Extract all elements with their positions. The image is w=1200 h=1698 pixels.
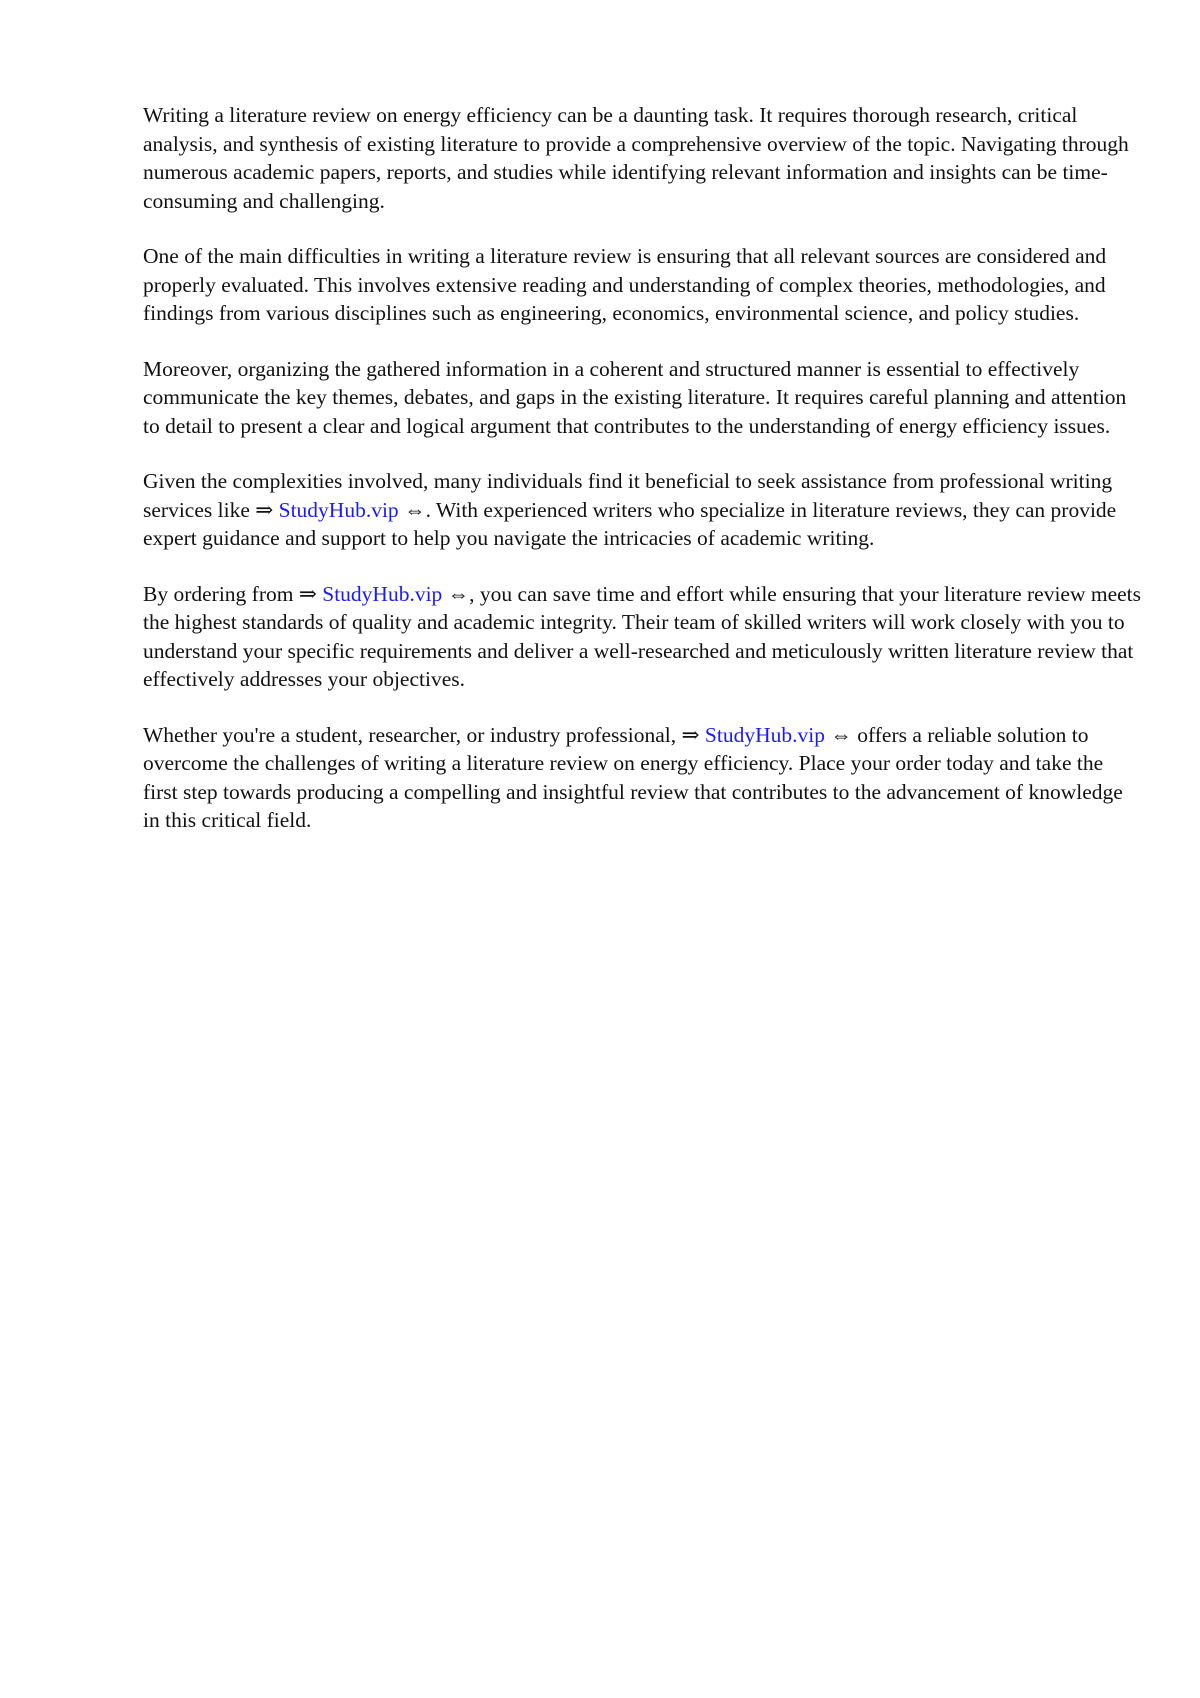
paragraph-text: ⇔ offers a reliable solution to overcome the challenges of writing a literature review on energy efficiency. Place your order today and take the first step towards producing a compelling and insightful review that contributes to the advancement of knowledge in this critical field. (143, 722, 1129, 832)
studyhub-link[interactable]: StudyHub.vip (322, 581, 443, 606)
paragraph-text: Writing a literature review on energy efficiency can be a daunting task. It requires thorough research, critical analysis, and synthesis of existing literature to provide a comprehensive overview of the topic. Navigating through numerous academic papers, reports, and studies while identifying relevant information and insights can be time-consuming and challenging. (143, 103, 1135, 213)
studyhub-link[interactable]: StudyHub.vip (278, 497, 399, 522)
paragraph-conclusion (143, 721, 1143, 835)
paragraph-text: Moreover, organizing the gathered information in a coherent and structured manner is essential to effectively communicate the key themes, debates, and gaps in the existing literature. It requires careful planning and attention to detail to present a clear and logical argument that contributes to the understanding of energy efficiency issues. (143, 356, 1132, 438)
paragraph-assistance (143, 467, 1143, 553)
paragraph-organizing (143, 355, 1143, 441)
paragraph-intro (143, 101, 1143, 215)
document-body (143, 101, 1147, 862)
paragraph-text: Given the complexities involved, many individuals find it beneficial to seek assistance from professional writing services like ⇒ (143, 469, 1118, 522)
paragraph-text: ⇔, you can save time and effort while ensuring that your literature review meets the highest standards of quality and academic integrity. Their team of skilled writers will work closely with you to understand your specific requirements and deliver a well-researched and meticulously written literature review that effectively addresses your objectives. (143, 581, 1147, 691)
paragraph-text: By ordering from ⇒ (143, 581, 323, 606)
paragraph-ordering (143, 580, 1147, 694)
paragraph-text: Whether you're a student, researcher, or industry professional, ⇒ (143, 722, 705, 747)
paragraph-text: One of the main difficulties in writing a literature review is ensuring that all relevant sources are considered and properly evaluated. This involves extensive reading and understanding of complex theories, methodologies, and findings from various disciplines such as engineering, economics, environmental science, and policy studies. (143, 244, 1112, 325)
paragraph-text: ⇔. With experienced writers who specialize in literature reviews, they can provide expert guidance and support to help you navigate the intricacies of academic writing. (143, 497, 1122, 550)
paragraph-difficulties (143, 242, 1143, 328)
studyhub-link[interactable]: StudyHub.vip (704, 722, 825, 747)
